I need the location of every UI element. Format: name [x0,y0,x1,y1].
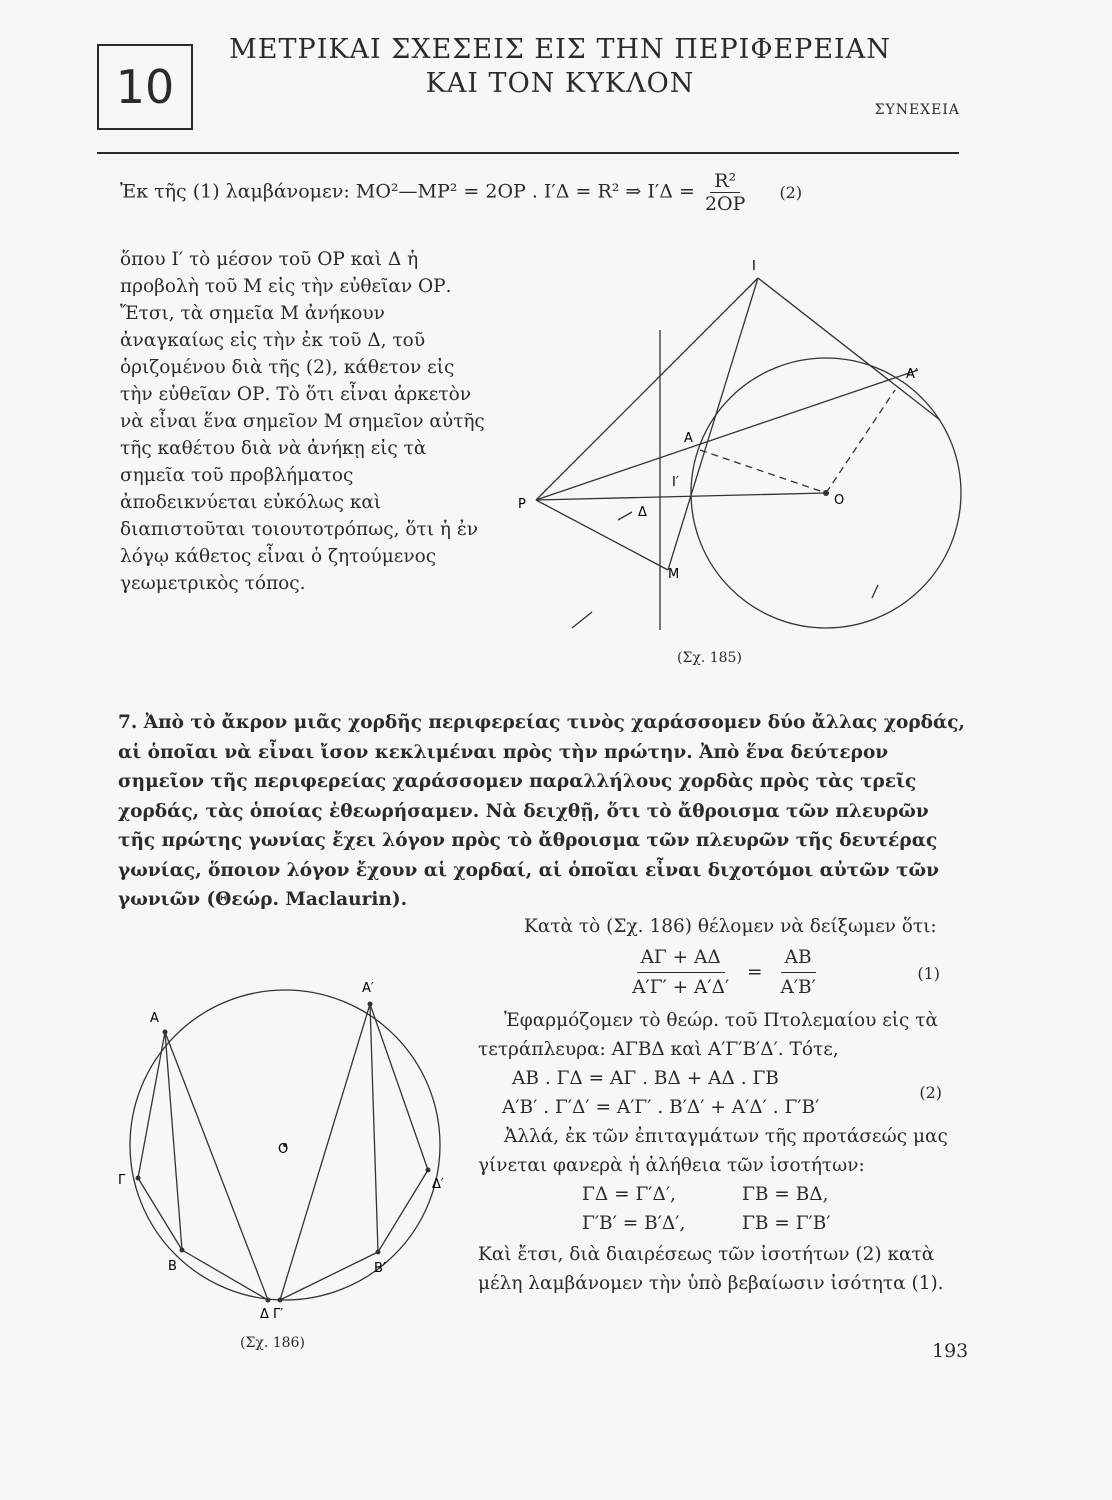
label-P: P [518,497,526,512]
figure-185 [500,250,970,650]
eq1-label: (1) [917,964,940,983]
label-Delta-prime: Δ′ [432,1177,444,1192]
arrow-mark [618,512,632,520]
label-O: O [278,1142,289,1157]
conclusion-text: Καὶ ἔτσι, διὰ διαιρέσεως τῶν ἰσοτήτων (2) κατὰ μέλη λαμβάνομεν τὴν ὑπὸ βεβαίωσιν ἰσότητα (1). [478,1244,944,1294]
label-Delta: Δ [638,505,647,520]
equation-1: $\frac{A\Gamma + A\Delta}{A'\Gamma' + A'\Delta'}$ = $\frac{AB}{A'B'}$ (1) [478,943,970,1002]
eq1-rhs-num: ΑΒ [781,943,816,973]
chapter-title-line1: ΜΕΤΡΙΚΑΙ ΣΧΕΣΕΙΣ ΕΙΣ ΤΗΝ ΠΕΡΙΦΕΡΕΙΑΝ [229,34,891,65]
eq3-line2b: ΓΒ = Γ′Β′ [742,1213,831,1234]
figure-186 [110,970,470,1320]
chapter-subtitle: ΣΥΝΕΧΕΙΑ [874,102,960,118]
ptolemy-text: Ἐφαρμόζομεν τὸ θεώρ. τοῦ Πτολεμαίου εἰς τὰ τετράπλευρα: ΑΓΒΔ καὶ Α′Γ′Β′Δ′. Τότε, [478,1010,939,1060]
paragraph-locus: ὅπου Ι′ τὸ μέσον τοῦ ΟΡ καὶ Δ ἡ προβολὴ τοῦ Μ εἰς τὴν εὐθεῖαν ΟΡ. Ἔτσι, τὰ σημεῖα Μ ἀνήκουν ἀναγκαίως εἰς τὴν ἐκ τοῦ Δ, τοῦ ὁριζομένου διὰ τῆς (2), κάθετον εἰς τὴν εὐθεῖαν ΟΡ. Τὸ ὅτι εἶναι ἀρκετὸν νὰ εἶναι ἕνα σημεῖον Μ σημεῖον αὐτῆς τῆς καθέτου διὰ νὰ ἀνήκῃ εἰς τὰ σημεῖα τοῦ προβλήματος ἀποδεικνύεται εὐκόλως καὶ διαπιστοῦται τοιουτοτρόπως, ὅτι ἡ ἐν λόγῳ κάθετος εἶναι ὁ ζητούμενος γεωμετρικὸς τόπος. [120,249,485,594]
fraction-denominator: 2ΟΡ [704,193,746,215]
proof-intro: Κατὰ τὸ (Σχ. 186) θέλομεν νὰ δείξωμεν ὅτι: [524,916,937,937]
label-A: A [150,1011,159,1026]
figure-185-caption: (Σχ. 185) [677,650,742,666]
equation-3 [478,1180,970,1238]
chord-Aprime-Bprime [370,1004,378,1252]
label-Delta-Gamma-prime: Δ Γ′ [260,1307,284,1320]
eq3-line2a: Γ′Β′ = Β′Δ′, [582,1213,686,1234]
page-number: 193 [932,1340,969,1362]
header-rule [97,152,959,154]
label-O: O [834,493,845,508]
chord-A-Gamma [138,1032,165,1178]
equation-top [120,170,802,215]
line-P-Aprime [536,370,918,500]
chapter-number-box [97,44,193,130]
eq3-line1a: ΓΔ = Γ′Δ′, [582,1184,676,1205]
equation-top-lead: Ἐκ τῆς (1) λαμβάνομεν: ΜΟ²—ΜΡ² = 2ΟΡ . Ι′Δ = R² ⇒ Ι′Δ = [120,180,695,203]
line-P-I [536,278,758,500]
eq1-lhs-den: Α′Γ′ + Α′Δ′ [632,977,730,998]
equation-top-fraction [701,170,749,215]
proof-block [478,912,970,1298]
line-P-O [536,493,826,500]
label-A-prime: A′ [906,367,918,382]
fraction-numerator: R² [710,170,740,193]
eq2-line1: ΑΒ . ΓΔ = ΑΓ . ΒΔ + ΑΔ . ΓΒ [512,1068,779,1089]
chord-Gamma-B [138,1178,182,1250]
eq3-line1b: ΓΒ = ΒΔ, [742,1184,829,1205]
label-Gamma: Γ [118,1173,126,1188]
chord-Aprime-Gammaprime [280,1004,370,1300]
eq1-rhs-den: Α′Β′ [780,977,816,998]
label-M: M [668,567,680,582]
figure-186-caption: (Σχ. 186) [240,1335,305,1351]
chapter-title-line2: ΚΑΙ ΤΟΝ ΚΥΚΛΟΝ [425,68,695,99]
equation-label: (2) [779,182,803,202]
chord-Gammaprime-Bprime [280,1252,378,1300]
point-O [823,490,829,496]
equation-2 [478,1064,970,1122]
eq1-lhs [628,943,733,1002]
eq1-rhs [776,943,819,1002]
label-A: A [684,431,693,446]
problem-7: 7. Ἀπὸ τὸ ἄκρον μιᾶς χορδῆς περιφερείας τινὸς χαράσσομεν δύο ἄλλας χορδάς, αἱ ὁποῖαι νὰ εἶναι ἴσον κεκλιμέναι πρὸς τὴν πρώτην. Ἀπὸ ἕνα δεύτερον σημεῖον τῆς περιφερείας χαράσσομεν παραλλήλους χορδὰς πρὸς τὰς τρεῖς χορδάς, τὰς ὁποίας ἐθεωρήσαμεν. Νὰ δειχθῇ, ὅτι τὸ ἄθροισμα τῶν πλευρῶν τῆς πρώτης γωνίας ἔχει λόγον πρὸς τὸ ἄθροισμα τῶν πλευρῶν τῆς δευτέρας γωνίας, ὅποιον λόγον ἔχουν αἱ χορδαί, αἱ ὁποῖαι εἶναι διχοτόμοι αὐτῶν τῶν γωνιῶν (Θεώρ. Maclaurin). [118,712,965,910]
label-A-prime: A′ [362,981,374,996]
line-I-M [668,278,758,570]
line-A-O [700,450,826,493]
chord-A-B [165,1032,182,1250]
label-I: I [752,259,756,274]
chapter-number: 10 [115,60,175,114]
but-text: Ἀλλά, ἐκ τῶν ἐπιταγμάτων τῆς προτάσεώς μας γίνεται φανερὰ ἡ ἀλήθεια τῶν ἰσοτήτων: [478,1126,948,1176]
eq2-line2: Α′Β′ . Γ′Δ′ = Α′Γ′ . Β′Δ′ + Α′Δ′ . Γ′Β′ [502,1097,820,1118]
chord-Aprime-Deltaprime [370,1004,428,1170]
line-O-Aprime [826,390,895,493]
eq2-label: (2) [919,1083,942,1102]
label-B-prime: B′ [374,1261,386,1276]
chord-B-Delta [182,1250,268,1300]
line-I-tangent [758,278,940,420]
pencil-mark [572,612,592,628]
eq1-lhs-num: ΑΓ + ΑΔ [637,943,725,973]
label-B: B [168,1259,177,1274]
chord-Bprime-Deltaprime [378,1170,428,1252]
pencil-mark-2 [872,585,878,598]
line-P-M [536,500,668,570]
label-I-prime: I′ [672,475,679,490]
